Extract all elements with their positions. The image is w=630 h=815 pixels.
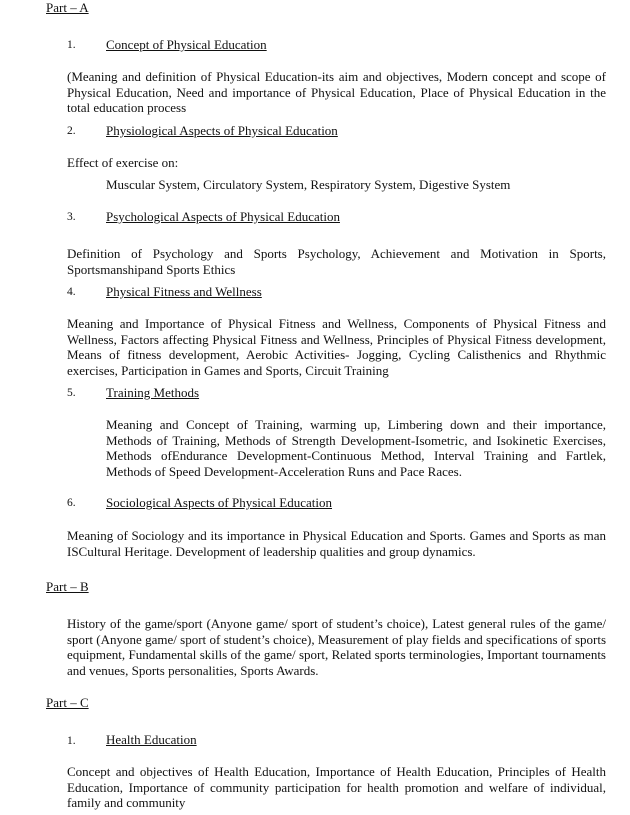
part-b-title: Part – B	[46, 579, 89, 594]
section-heading: Physiological Aspects of Physical Education	[106, 123, 338, 138]
section-intro: Effect of exercise on:	[67, 155, 179, 170]
section-number: 5.	[67, 387, 76, 399]
section-heading: Health Education	[106, 732, 197, 747]
section-number: 2.	[67, 125, 76, 137]
section-number: 3.	[67, 211, 76, 223]
section-number: 4.	[67, 286, 76, 298]
section-number: 6.	[67, 497, 76, 509]
section-heading: Training Methods	[106, 385, 200, 400]
section-body: Concept and objectives of Health Education, Importance of Health Education, Principles of Health Education, Importance of community participation for health promotion and welfare of individual, family and community	[67, 764, 606, 811]
section-body: Meaning and Importance of Physical Fitness and Wellness, Components of Physical Fitness and Wellness, Factors affecting Physical Fitness and Wellness, Principles of Physical Fitness development, Means of fitness development, Aerobic Activities- Jogging, Cycling Calisthenics and Rhythmic exercises, Participation in Games and Sports, Circuit Training	[67, 316, 606, 378]
section-heading: Sociological Aspects of Physical Education	[106, 495, 333, 510]
section-body: (Meaning and definition of Physical Education-its aim and objectives, Modern concept and scope of Physical Education, Need and importance of Physical Education, Place of Physical Education in the total education process	[67, 69, 606, 116]
section-body: Meaning and Concept of Training, warming up, Limbering down and their importance, Methods of Training, Methods of Strength Development-Isometric, and Isokinetic Exercises, Methods ofEndurance Development-Continuous Method, Interval Training and Fartlek, Methods of Speed Development-Acceleration Runs and Pace Races.	[106, 417, 606, 479]
part-b-body: History of the game/sport (Anyone game/ sport of student’s choice), Latest general rules of the game/ sport (Anyone game/ sport of student’s choice), Measurement of play fields and specifications of sports equipment, Fundamental skills of the game/ sport, Related sports terminologies, Important tournaments and venues, Sports personalities, Sports Awards.	[67, 616, 606, 678]
section-heading: Psychological Aspects of Physical Education	[106, 209, 340, 224]
section-heading: Concept of Physical Education	[106, 37, 267, 52]
section-body: Meaning of Sociology and its importance in Physical Education and Sports. Games and Sports as man ISCultural Heritage. Development of leadership qualities and group dynamics.	[67, 528, 606, 559]
section-body: Definition of Psychology and Sports Psychology, Achievement and Motivation in Sports, Sportsmanshipand Sports Ethics	[67, 246, 606, 277]
part-c-title: Part – C	[46, 695, 89, 710]
section-number: 1.	[67, 735, 76, 747]
section-heading: Physical Fitness and Wellness	[106, 284, 262, 299]
section-body: Muscular System, Circulatory System, Respiratory System, Digestive System	[106, 177, 511, 192]
section-number: 1.	[67, 39, 76, 51]
part-a-title: Part – A	[46, 0, 89, 15]
